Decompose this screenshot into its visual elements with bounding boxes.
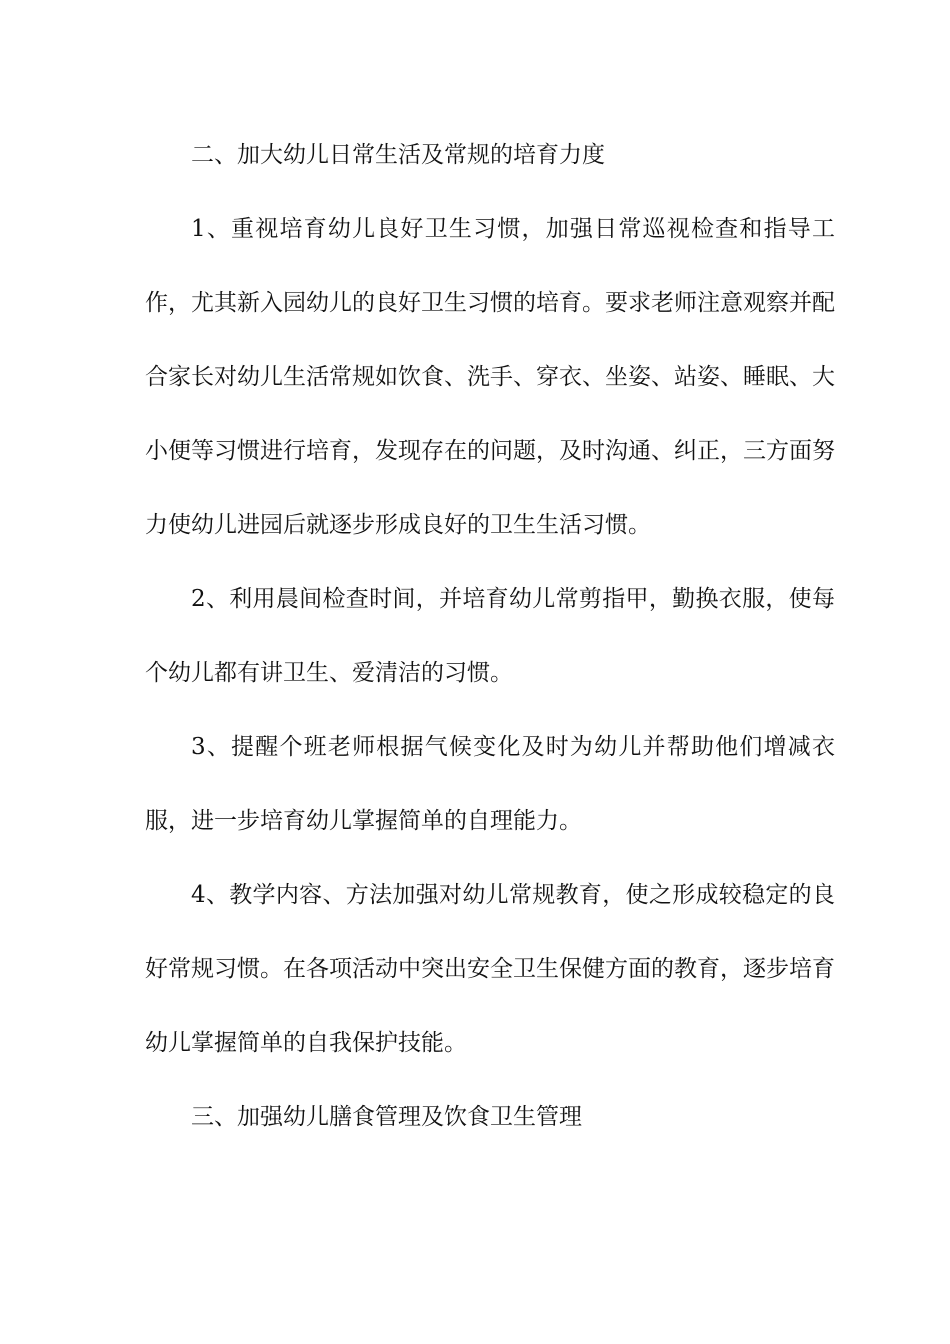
section-heading-2: 二、加大幼儿日常生活及常规的培育力度 — [191, 142, 605, 168]
section-heading-3: 三、加强幼儿膳食管理及饮食卫生管理 — [191, 1104, 582, 1130]
paragraph-item-3: 3、提醒个班老师根据气候变化及时为幼儿并帮助他们增减衣服，进一步培育幼儿掌握简单的自理能力。 — [145, 734, 835, 834]
paragraph-item-2: 2、利用晨间检查时间，并培育幼儿常剪指甲，勤换衣服，使每个幼儿都有讲卫生、爱清洁的习惯。 — [145, 586, 835, 686]
paragraph-item-4: 4、教学内容、方法加强对幼儿常规教育，使之形成较稳定的良好常规习惯。在各项活动中突出安全卫生保健方面的教育，逐步培育幼儿掌握简单的自我保护技能。 — [145, 882, 835, 1056]
document-body — [145, 118, 835, 1154]
paragraph-item-1: 1、重视培育幼儿良好卫生习惯，加强日常巡视检查和指导工作，尤其新入园幼儿的良好卫生习惯的培育。要求老师注意观察并配合家长对幼儿生活常规如饮食、洗手、穿衣、坐姿、站姿、睡眠、大小便等习惯进行培育，发现存在的问题，及时沟通、纠正，三方面努力使幼儿进园后就逐步形成良好的卫生生活习惯。 — [145, 216, 835, 538]
